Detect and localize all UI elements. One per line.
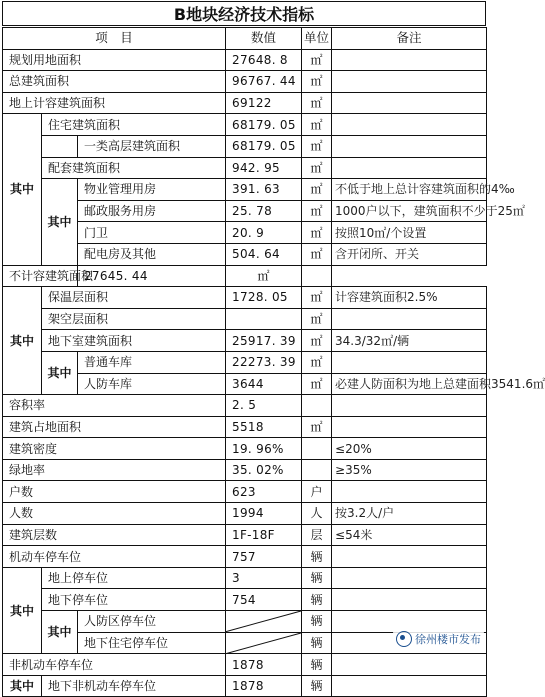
row-note: ≥35% (332, 459, 487, 481)
row-label: 建筑占地面积 (3, 416, 226, 438)
row-note (332, 611, 487, 633)
row-label: 保温层面积 (42, 287, 226, 309)
row-label: 非机动车停车位 (3, 654, 226, 676)
table-row (3, 71, 487, 93)
row-label: 地下非机动车停车位 (42, 675, 226, 697)
row-unit: ㎡ (302, 114, 332, 136)
row-label: 门卫 (78, 222, 226, 244)
row-note: 不低于地上总计容建筑面积的4‰ (332, 179, 487, 201)
row-value: 757 (226, 546, 302, 568)
row-unit: 辆 (302, 632, 332, 654)
row-value: 504. 64 (226, 243, 302, 265)
header-value: 数值 (226, 28, 302, 50)
row-note (332, 114, 487, 136)
row-unit: ㎡ (302, 416, 332, 438)
row-note: 按照10㎡/个设置 (332, 222, 487, 244)
row-unit: ㎡ (302, 373, 332, 395)
row-unit: ㎡ (302, 49, 332, 71)
row-unit: ㎡ (302, 222, 332, 244)
row-note: ≤20% (332, 438, 487, 460)
table-row (3, 135, 487, 157)
group-label: 其中 (3, 567, 42, 653)
row-value: 3644 (226, 373, 302, 395)
row-note (332, 71, 487, 93)
row-value (226, 308, 302, 330)
row-unit: 辆 (302, 589, 332, 611)
table-row (3, 481, 487, 503)
group-label: 其中 (42, 351, 78, 394)
table-row (3, 114, 487, 136)
table-title: B地块经济技术指标 (2, 1, 486, 26)
group-label: 其中 (3, 287, 42, 395)
row-label: 住宅建筑面积 (42, 114, 226, 136)
row-value: 391. 63 (226, 179, 302, 201)
table-row (3, 416, 487, 438)
row-note (332, 675, 487, 697)
table-row (3, 503, 487, 525)
row-label: 地上计容建筑面积 (3, 92, 226, 114)
row-note (332, 92, 487, 114)
row-note (332, 546, 487, 568)
row-note: ≤54米 (332, 524, 487, 546)
row-note (332, 157, 487, 179)
row-label: 总建筑面积 (3, 71, 226, 93)
row-unit: ㎡ (302, 287, 332, 309)
diagonal-line (226, 611, 301, 632)
row-unit (302, 438, 332, 460)
row-note (332, 481, 487, 503)
row-unit: 辆 (302, 546, 332, 568)
row-value: 20. 9 (226, 222, 302, 244)
row-label: 一类高层建筑面积 (78, 135, 226, 157)
row-value: 96767. 44 (226, 71, 302, 93)
row-label: 规划用地面积 (3, 49, 226, 71)
row-note (332, 654, 487, 676)
row-note: 计容建筑面积2.5% (332, 287, 487, 309)
watermark-text: 徐州楼市发布 (415, 633, 481, 646)
table-header-row (3, 28, 487, 50)
row-label: 不计容建筑面积 (3, 265, 78, 287)
row-label: 架空层面积 (42, 308, 226, 330)
row-label: 户数 (3, 481, 226, 503)
row-note: 必建人防面积为地上总建面积3541.6㎡ (332, 373, 487, 395)
table-row (3, 330, 487, 352)
row-unit: ㎡ (302, 243, 332, 265)
row-unit: ㎡ (302, 92, 332, 114)
row-value: 1878 (226, 675, 302, 697)
table-row (3, 654, 487, 676)
table-row (3, 524, 487, 546)
row-value: 25917. 39 (226, 330, 302, 352)
row-unit: 辆 (302, 611, 332, 633)
row-note (332, 416, 487, 438)
row-label: 人防区停车位 (78, 611, 226, 633)
table-row (3, 179, 487, 201)
row-note: 34.3/32㎡/辆 (332, 330, 487, 352)
row-note (332, 308, 487, 330)
row-label: 普通车库 (78, 351, 226, 373)
indicator-table (2, 27, 545, 697)
table-row (3, 438, 487, 460)
row-note (302, 265, 332, 287)
row-note: 含开闭所、开关 (332, 243, 487, 265)
row-unit (302, 459, 332, 481)
row-value: 68179. 05 (226, 114, 302, 136)
row-label: 绿地率 (3, 459, 226, 481)
group-label: 其中 (42, 611, 78, 654)
row-value: 25. 78 (226, 200, 302, 222)
row-unit: 层 (302, 524, 332, 546)
table-row (3, 92, 487, 114)
row-label: 配电房及其他 (78, 243, 226, 265)
row-unit (302, 395, 332, 417)
row-label: 机动车停车位 (3, 546, 226, 568)
table-row (3, 611, 487, 633)
row-value: 27648. 8 (226, 49, 302, 71)
row-label: 人防车库 (78, 373, 226, 395)
row-label: 地下室建筑面积 (42, 330, 226, 352)
row-label: 地下住宅停车位 (78, 632, 226, 654)
table-row (3, 49, 487, 71)
table-row (3, 589, 487, 611)
row-note (332, 395, 487, 417)
row-value: 27645. 44 (78, 265, 226, 287)
row-unit: ㎡ (302, 200, 332, 222)
row-note (332, 589, 487, 611)
table-row (3, 265, 487, 287)
row-note (332, 567, 487, 589)
row-note (332, 351, 487, 373)
row-value: 35. 02% (226, 459, 302, 481)
row-unit: ㎡ (302, 135, 332, 157)
table-row (3, 308, 487, 330)
row-value: 2. 5 (226, 395, 302, 417)
group-label: 其中 (42, 179, 78, 265)
row-value: 19. 96% (226, 438, 302, 460)
table-row (3, 351, 487, 373)
row-unit: 辆 (302, 675, 332, 697)
row-label: 物业管理用房 (78, 179, 226, 201)
row-label: 地上停车位 (42, 567, 226, 589)
group-label: 其中 (3, 675, 42, 697)
row-value: 5518 (226, 416, 302, 438)
row-unit: 辆 (302, 654, 332, 676)
row-value: 942. 95 (226, 157, 302, 179)
row-label: 配套建筑面积 (42, 157, 226, 179)
row-unit: ㎡ (302, 157, 332, 179)
table-row (3, 395, 487, 417)
group-label: 其中 (3, 114, 42, 265)
row-value: 3 (226, 567, 302, 589)
row-note: 1000户以下，建筑面积不少于25㎡ (332, 200, 487, 222)
row-label: 邮政服务用房 (78, 200, 226, 222)
header-unit: 单位 (302, 28, 332, 50)
row-value: 1F-18F (226, 524, 302, 546)
row-unit: ㎡ (302, 71, 332, 93)
row-unit: 人 (302, 503, 332, 525)
table-row (3, 675, 487, 697)
table-row (3, 157, 487, 179)
row-label: 人数 (3, 503, 226, 525)
row-unit: ㎡ (302, 351, 332, 373)
row-note (332, 135, 487, 157)
row-unit: 户 (302, 481, 332, 503)
row-value: 69122 (226, 92, 302, 114)
row-value: 22273. 39 (226, 351, 302, 373)
row-value: 754 (226, 589, 302, 611)
row-note (332, 49, 487, 71)
header-item: 项 目 (3, 28, 226, 50)
row-unit: ㎡ (302, 179, 332, 201)
row-label: 建筑密度 (3, 438, 226, 460)
row-unit: ㎡ (302, 330, 332, 352)
row-label: 地下停车位 (42, 589, 226, 611)
row-unit: ㎡ (302, 308, 332, 330)
row-unit: 辆 (302, 567, 332, 589)
table-row (3, 287, 487, 309)
row-label: 建筑层数 (3, 524, 226, 546)
row-value: 623 (226, 481, 302, 503)
header-note: 备注 (332, 28, 487, 50)
wechat-logo-icon (396, 631, 412, 647)
row-value-slashed (226, 632, 302, 654)
table-row (3, 546, 487, 568)
row-label: 容积率 (3, 395, 226, 417)
row-value: 1728. 05 (226, 287, 302, 309)
row-value: 1994 (226, 503, 302, 525)
row-value: 1878 (226, 654, 302, 676)
row-note: 按3.2人/户 (332, 503, 487, 525)
diagonal-line (226, 633, 301, 654)
row-unit: ㎡ (226, 265, 302, 287)
table-row (3, 459, 487, 481)
watermark (393, 630, 484, 648)
table-row (3, 567, 487, 589)
row-value: 68179. 05 (226, 135, 302, 157)
blank-cell (42, 135, 78, 157)
row-value-slashed (226, 611, 302, 633)
